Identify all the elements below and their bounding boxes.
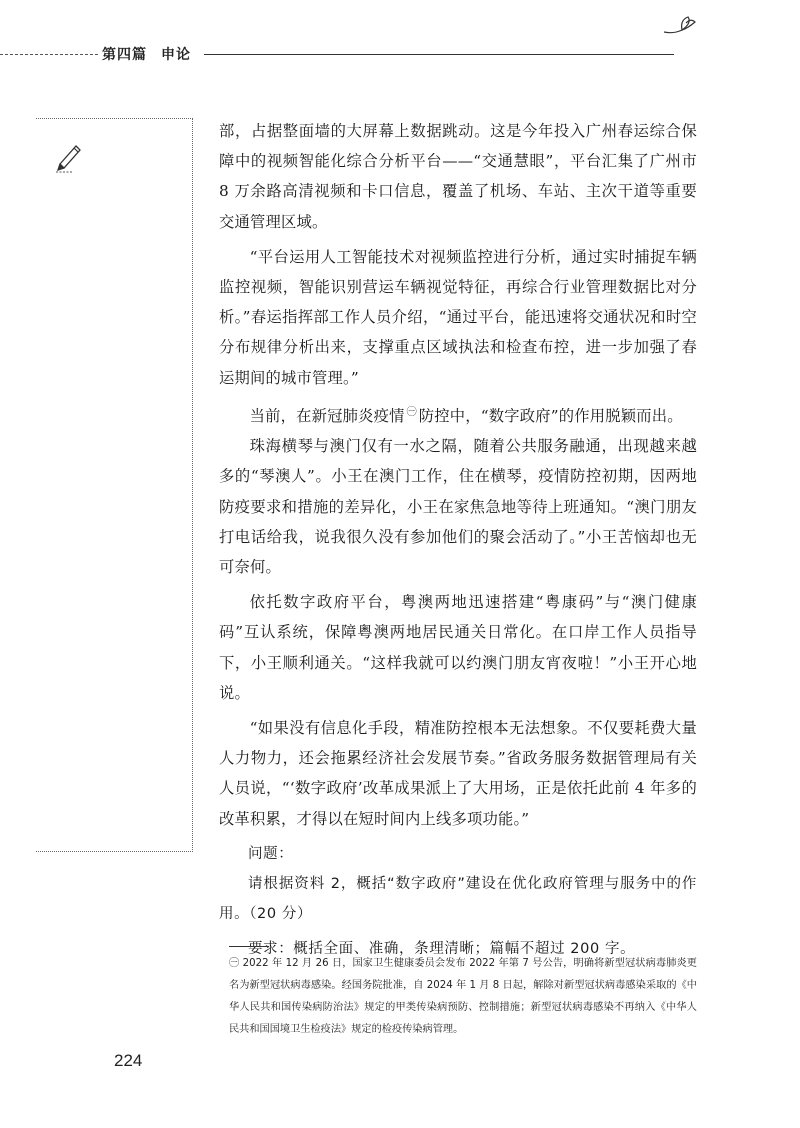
footnote-mark: ㊀ bbox=[229, 958, 240, 969]
page-number: 224 bbox=[114, 1051, 143, 1070]
pencil-note-icon bbox=[52, 140, 86, 174]
paragraph-2: “平台运用人工智能技术对视频监控进行分析，通过实时捕捉车辆监控视频，智能识别营运车辆视觉特征，再综合行业管理数据比对分析。”春运指挥部工作人员介绍，“通过平台，能迅速将交通状况和时空分布规律分析出来，支撑重点区域执法和检查布控，进一步加强了春运期间的城市管理。” bbox=[219, 247, 697, 387]
footnote bbox=[229, 953, 697, 1041]
leaf-sprout-icon bbox=[662, 14, 698, 38]
paragraph-6: “如果没有信息化手段，精准防控根本无法想象。不仅要耗费大量人力物力，还会拖累经济社会发展节奏。”省政务服务数据管理局有关人员说，“‘数字政府’改革成果派上了大用场，正是依托此前 4 年多的改革积累，才得以在短时间内上线多项功能。” bbox=[219, 718, 697, 828]
footnote-text: 2022 年 12 月 26 日，国家卫生健康委员会发布 2022 年第 7 号公告，明确将新型冠状病毒肺炎更名为新型冠状病毒感染。经国务院批准，自 2024 年 1 月 8 日起，解除对新型冠状病毒感染采取的《中华人民共和国传染病防治法》规定的甲类传染病预防、控制措施；新型冠状病毒感染不再纳入《中华人民共和国国境卫生检疫法》规定的检疫传染病管理。 bbox=[229, 958, 697, 1035]
paragraph-5: 依托数字政府平台，粤澳两地迅速搭建“粤康码”与“澳门健康码”互认系统，保障粤澳两地居民通关日常化。在口岸工作人员指导下，小王顺利通关。“这样我就可以约澳门朋友宵夜啦！”小王开心地说。 bbox=[219, 593, 697, 702]
question-requirement: 要求：概括全面、准确，条理清晰；篇幅不超过 200 字。 bbox=[248, 941, 636, 958]
paragraph-3-text-after: 防控中，“数字政府”的作用脱颖而出。 bbox=[418, 406, 683, 425]
note-margin-box bbox=[36, 118, 193, 852]
main-text bbox=[219, 116, 697, 965]
header-rule-left bbox=[0, 54, 98, 55]
question-text: 请根据资料 2，概括“数字政府”建设在优化政府管理与服务中的作用。（20 分） bbox=[219, 875, 697, 923]
paragraph-3 bbox=[219, 398, 697, 431]
footnote-marker[interactable]: ㊀ bbox=[406, 406, 417, 418]
header-section-title bbox=[102, 44, 191, 64]
paragraph-4: 珠海横琴与澳门仅有一水之隔，随着公共服务融通，出现越来越多的“琴澳人”。小王在澳门工作，住在横琴，疫情防控初期，因两地防疫要求和措施的差异化，小王在家焦急地等待上班通知。“澳门朋友打电话给我，说我很久没有参加他们的聚会活动了。”小王苦恼却也无可奈何。 bbox=[219, 437, 697, 576]
paragraph-3-text-before: 当前，在新冠肺炎疫情 bbox=[249, 406, 405, 425]
footnote-rule bbox=[229, 946, 269, 947]
header-rule-right bbox=[204, 54, 674, 55]
header-section: 申论 bbox=[161, 47, 191, 63]
paragraph-1: 部，占据整面墙的大屏幕上数据跳动。这是今年投入广州春运综合保障中的视频智能化综合分析平台——“交通慧眼”，平台汇集了广州市 8 万余路高清视频和卡口信息，覆盖了机场、车站、主次干道等重要交通管理区域。 bbox=[219, 122, 697, 231]
header-part: 第四篇 bbox=[102, 47, 147, 63]
question-label: 问题： bbox=[248, 845, 294, 862]
